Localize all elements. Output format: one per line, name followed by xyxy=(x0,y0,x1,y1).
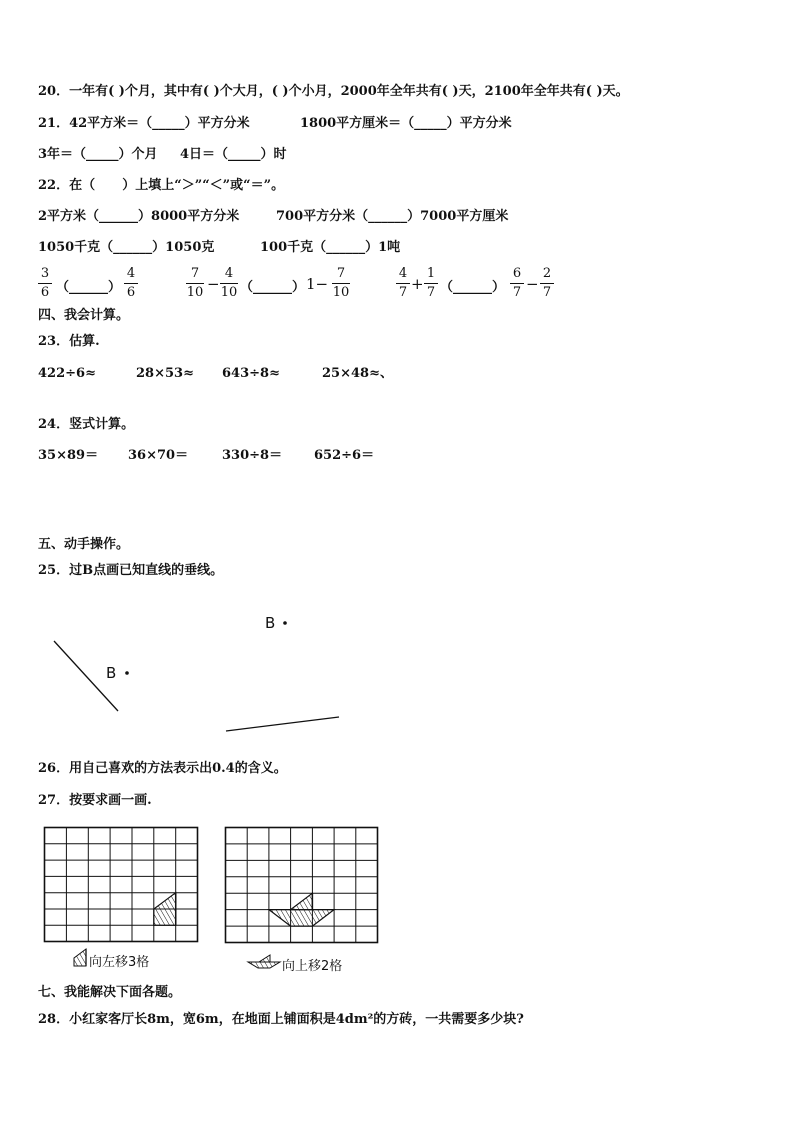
fraction: 3 6 xyxy=(38,266,52,301)
plus-sign: + xyxy=(411,275,424,293)
point-b-dot xyxy=(283,621,287,625)
fraction: 7 10 xyxy=(186,266,204,300)
estimate-item: 28×53≈ xyxy=(136,366,194,381)
point-b-label: B xyxy=(265,614,276,632)
hatched-boat-sail xyxy=(291,893,313,909)
one-minus: 1− xyxy=(306,275,329,293)
caption-move-left: 向左移3格 xyxy=(89,955,150,970)
small-flag-icon xyxy=(74,949,86,966)
question-22-row2-b: 100千克（______）1吨 xyxy=(260,240,401,255)
question-22-title: 22．在（ ）上填上“＞”“＜”或“＝”。 xyxy=(38,178,285,193)
estimate-item: 643÷8≈ xyxy=(222,366,280,381)
minus-sign: − xyxy=(526,275,539,293)
answer-blank[interactable]: （______） xyxy=(240,280,306,295)
question-25-title: 25．过B点画已知直线的垂线。 xyxy=(38,563,224,578)
question-21-b: 1800平方厘米＝（_____）平方分米 xyxy=(300,116,512,131)
vertical-calc-item: 652÷6＝ xyxy=(314,448,375,463)
section-4-heading: 四、我会计算。 xyxy=(38,308,130,323)
fraction: 6 7 xyxy=(510,266,524,301)
answer-blank[interactable]: （______） xyxy=(56,280,122,295)
question-26: 26．用自己喜欢的方法表示出0.4的含义。 xyxy=(38,761,287,776)
hatched-shape xyxy=(154,893,176,926)
question-22-row2-a: 1050千克（______）1050克 xyxy=(38,240,215,255)
given-line xyxy=(54,641,118,711)
question-20: 20．一年有( )个月，其中有( )个大月，( )个小月，2000年全年共有( )天，2100年全年共有( )天。 xyxy=(38,84,629,99)
fraction: 1 7 xyxy=(424,266,438,301)
fraction: 4 7 xyxy=(396,266,410,301)
question-28: 28．小红家客厅长8m，宽6m，在地面上铺面积是4dm²的方砖，一共需要多少块? xyxy=(38,1012,524,1027)
point-b-dot xyxy=(125,671,129,675)
estimate-item: 422÷6≈ xyxy=(38,366,96,381)
caption-move-up: 向上移2格 xyxy=(282,959,343,974)
question-24-title: 24．竖式计算。 xyxy=(38,417,135,432)
fraction: 2 7 xyxy=(540,266,554,301)
fraction: 4 10 xyxy=(220,266,238,300)
given-line xyxy=(226,717,339,731)
answer-blank[interactable]: （______） xyxy=(440,280,506,295)
vertical-calc-item: 35×89＝ xyxy=(38,448,99,463)
fraction: 4 6 xyxy=(124,266,138,301)
question-22-row1-b: 700平方分米（______）7000平方厘米 xyxy=(276,209,509,224)
question-21-d: 4日＝（_____）时 xyxy=(180,147,287,162)
fraction: 7 10 xyxy=(332,266,350,300)
estimate-item: 25×48≈、 xyxy=(322,366,393,381)
small-boat-icon xyxy=(248,962,280,968)
question-21-c: 3年＝（_____）个月 xyxy=(38,147,158,162)
question-27-title: 27．按要求画一画. xyxy=(38,793,152,808)
hatched-boat-hull xyxy=(269,910,334,927)
section-5-heading: 五、动手操作。 xyxy=(38,537,130,552)
question-21-a: 21．42平方米＝（_____）平方分米 xyxy=(38,116,250,131)
vertical-calc-item: 330÷8＝ xyxy=(222,448,283,463)
section-7-heading: 七、我能解决下面各题。 xyxy=(38,985,182,1000)
minus-sign: − xyxy=(207,275,220,293)
question-22-row1-a: 2平方米（______）8000平方分米 xyxy=(38,209,240,224)
vertical-calc-item: 36×70＝ xyxy=(128,448,189,463)
point-b-label: B xyxy=(106,664,117,682)
question-23-title: 23．估算. xyxy=(38,334,100,349)
